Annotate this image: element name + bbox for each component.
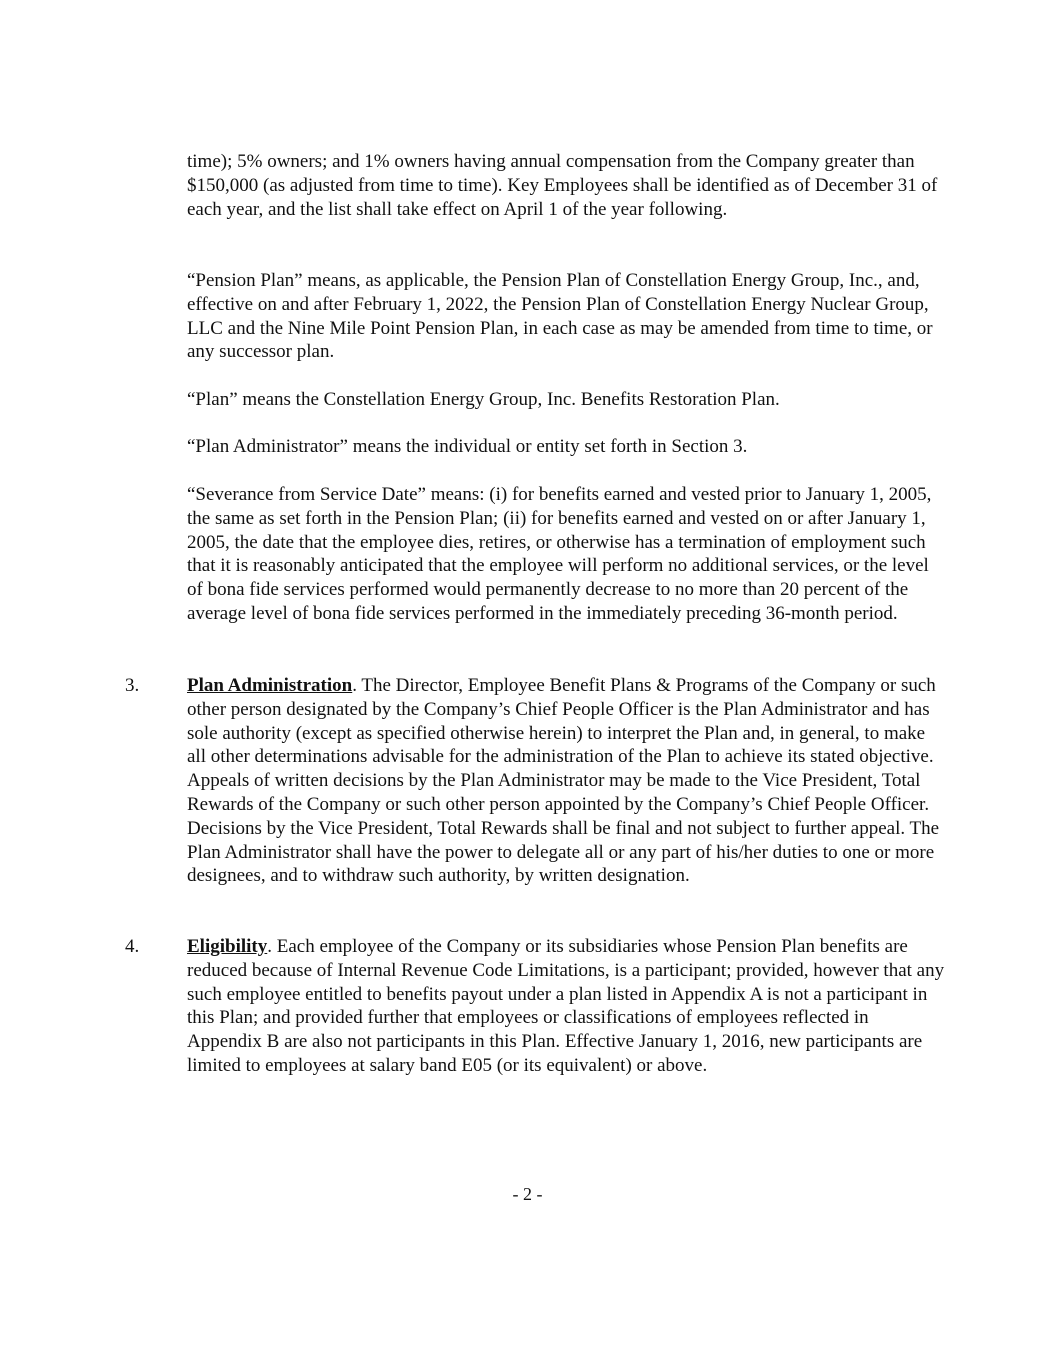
section-4-number: 4. bbox=[125, 936, 140, 957]
section-3-body: . The Director, Employee Benefit Plans & Programs of the Company or such other person designated by the Company’s Chief People Officer is the Plan Administrator and has sole authority (except as specified otherwise herein) to interpret the Plan and, in general, to make all other determinations advisable for the administration of the Plan to achieve its stated objective. Appeals of written decisions by the Plan Administrator may be made to the Vice President, Total Rewards of the Company or such other person appointed by the Company’s Chief People Officer. Decisions by the Vice President, Total Rewards shall be final and not subject to further appeal. The Plan Administrator shall have the power to delegate all or any part of his/her duties to one or more designees, and to withdraw such authority, by written designation. bbox=[187, 675, 940, 887]
severance-from-service-date-definition: “Severance from Service Date” means: (i) for benefits earned and vested prior to January 1, 2005, the same as set forth in the Pension Plan; (ii) for benefits earned and vested on or after January 1, 2005, the date that the employee dies, retires, or otherwise has a termination of employment such that it is reasonably anticipated that the employee will perform no additional services, or the level of bona fide services performed would permanently decrease to no more than 20 percent of the average level of bona fide services performed in the immediately preceding 36-month period. bbox=[187, 484, 932, 624]
key-employees-definition-continued: time); 5% owners; and 1% owners having annual compensation from the Company greater than $150,000 (as adjusted from time to time). Key Employees shall be identified as of December 31 of each year, and the list shall take effect on April 1 of the year following. bbox=[187, 151, 938, 220]
section-3-plan-administration bbox=[187, 674, 947, 888]
section-3-number: 3. bbox=[125, 675, 140, 696]
section-4-eligibility bbox=[187, 935, 947, 1078]
pension-plan-definition: “Pension Plan” means, as applicable, the Pension Plan of Constellation Energy Group, Inc., and, effective on and after February 1, 2022, the Pension Plan of Constellation Energy Nuclear Group, LLC and the Nine Mile Point Pension Plan, in each case as may be amended from time to time, or any successor plan. bbox=[187, 270, 933, 363]
section-4-heading: Eligibility bbox=[187, 936, 268, 957]
plan-definition: “Plan” means the Constellation Energy Group, Inc. Benefits Restoration Plan. bbox=[187, 389, 780, 410]
section-3-heading: Plan Administration bbox=[187, 675, 353, 696]
plan-administrator-definition: “Plan Administrator” means the individual or entity set forth in Section 3. bbox=[187, 436, 748, 457]
page-number: - 2 - bbox=[512, 1184, 543, 1204]
section-4-body: . Each employee of the Company or its subsidiaries whose Pension Plan benefits are reduced because of Internal Revenue Code Limitations, is a participant; provided, however that any such employee entitled to benefits payout under a plan listed in Appendix A is not a participant in this Plan; and provided further that employees or classifications of employees reflected in Appendix B are also not participants in this Plan. Effective January 1, 2016, new participants are limited to employees at salary band E05 (or its equivalent) or above. bbox=[187, 936, 945, 1076]
